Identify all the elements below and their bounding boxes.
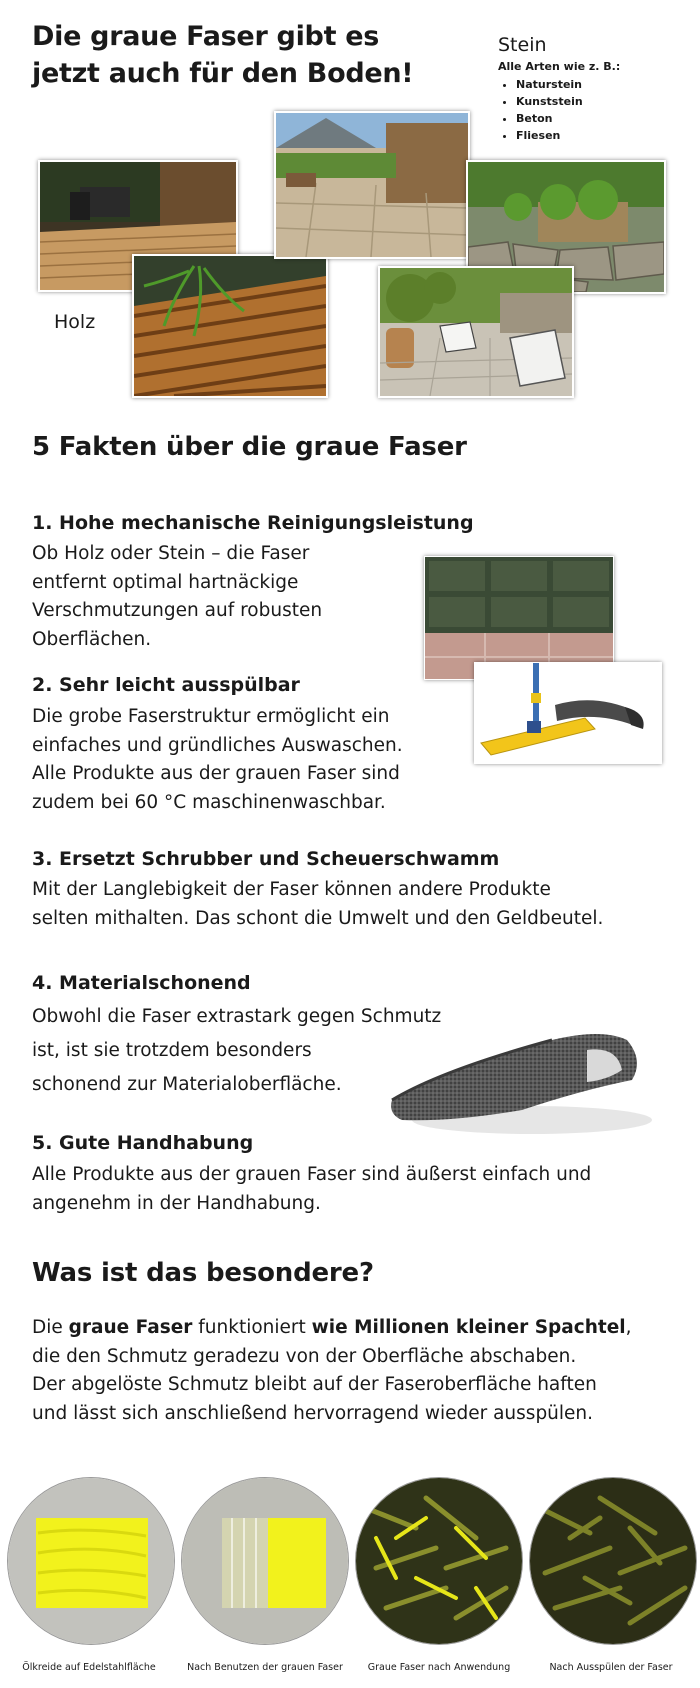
caption-3: Graue Faser nach Anwendung bbox=[367, 1662, 511, 1673]
photo-wood-fern bbox=[132, 254, 328, 398]
fact-1-line: Ob Holz oder Stein – die Faser bbox=[32, 543, 310, 564]
circle-fiber-after bbox=[356, 1478, 522, 1644]
dirty-tiles-illustration bbox=[425, 557, 613, 679]
special-line: Der abgelöste Schmutz bleibt auf der Faseroberfläche haften bbox=[32, 1374, 597, 1395]
title-line-1: Die graue Faser gibt es bbox=[32, 21, 380, 52]
wood-fern-illustration bbox=[134, 256, 326, 396]
fiber-after-illustration bbox=[356, 1478, 522, 1644]
caption-2: Nach Benutzen der grauen Faser bbox=[187, 1662, 343, 1673]
fiber-pad-illustration bbox=[382, 1010, 652, 1140]
fact-4-line: Obwohl die Faser extrastark gegen Schmutz bbox=[32, 1006, 442, 1027]
stein-title: Stein bbox=[498, 34, 547, 56]
title-line-2: jetzt auch für den Boden! bbox=[32, 58, 414, 89]
stein-list bbox=[498, 76, 688, 144]
special-bold: graue Faser bbox=[68, 1317, 193, 1338]
special-text bbox=[32, 1314, 682, 1428]
fact-3-line: selten mithalten. Das schont die Umwelt und den Geldbeutel. bbox=[32, 907, 604, 929]
fact-5-line: Alle Produkte aus der grauen Faser sind äußerst einfach und bbox=[32, 1164, 592, 1185]
special-text-part: Die bbox=[32, 1317, 69, 1338]
fact-5-line: angenehm in der Handhabung. bbox=[32, 1192, 321, 1214]
special-text-part: , bbox=[625, 1317, 632, 1338]
fiber-rinsed-illustration bbox=[530, 1478, 696, 1644]
caption-1: Ölkreide auf Edelstahlfläche bbox=[22, 1662, 156, 1673]
special-heading: Was ist das besondere? bbox=[32, 1258, 374, 1288]
special-line: und lässt sich anschließend hervorragend wieder ausspülen. bbox=[32, 1402, 594, 1424]
photo-stone-terrace bbox=[274, 111, 470, 259]
fact-1-title: 1. Hohe mechanische Reinigungsleistung bbox=[32, 512, 474, 534]
fact-1-line: Oberflächen. bbox=[32, 628, 152, 650]
stein-item: • Naturstein bbox=[516, 76, 688, 93]
fact-2-line: Alle Produkte aus der grauen Faser sind bbox=[32, 763, 400, 784]
photo-mop bbox=[474, 662, 662, 764]
fact-2-line: einfaches und gründliches Auswaschen. bbox=[32, 734, 403, 756]
circle-after-use bbox=[182, 1478, 348, 1644]
fact-2-title: 2. Sehr leicht ausspülbar bbox=[32, 674, 300, 696]
stein-item: • Beton bbox=[516, 110, 688, 127]
fact-4-line: ist, ist sie trotzdem besonders bbox=[32, 1040, 312, 1061]
holz-label: Holz bbox=[54, 311, 96, 333]
stein-item: • Fliesen bbox=[516, 127, 688, 144]
fact-5-title: 5. Gute Handhabung bbox=[32, 1132, 254, 1154]
stein-subtitle: Alle Arten wie z. B.: bbox=[498, 60, 621, 73]
fact-3-line: Mit der Langlebigkeit der Faser können andere Produkte bbox=[32, 879, 551, 900]
stone-terrace-illustration bbox=[276, 113, 468, 257]
fact-4-line: schonend zur Materialoberfläche. bbox=[32, 1074, 342, 1095]
fact-5-text bbox=[32, 1161, 682, 1218]
fact-2-line: zudem bei 60 °C maschinenwaschbar. bbox=[32, 791, 386, 813]
facts-heading: 5 Fakten über die graue Faser bbox=[32, 432, 467, 462]
mop-illustration bbox=[475, 663, 661, 763]
circle-fiber-rinsed bbox=[530, 1478, 696, 1644]
stein-item: • Kunststein bbox=[516, 93, 688, 110]
fact-1-text bbox=[32, 540, 422, 654]
chalk-steel-illustration bbox=[8, 1478, 174, 1644]
fact-3-text bbox=[32, 876, 682, 933]
fact-2-line: Die grobe Faserstruktur ermöglicht ein bbox=[32, 706, 390, 727]
fact-4-title: 4. Materialschonend bbox=[32, 972, 251, 994]
page-title bbox=[32, 18, 432, 92]
after-use-illustration bbox=[182, 1478, 348, 1644]
fact-3-title: 3. Ersetzt Schrubber und Scheuerschwamm bbox=[32, 848, 500, 870]
special-line: die den Schmutz geradezu von der Oberfläche abschaben. bbox=[32, 1345, 577, 1367]
fact-1-line: entfernt optimal hartnäckige bbox=[32, 571, 299, 593]
special-text-part: funktioniert bbox=[192, 1317, 312, 1338]
stein-info bbox=[498, 34, 688, 144]
caption-4: Nach Ausspülen der Faser bbox=[549, 1662, 673, 1673]
special-bold: wie Millionen kleiner Spachtel bbox=[311, 1317, 626, 1338]
fact-2-text bbox=[32, 703, 452, 817]
patio-chairs-illustration bbox=[380, 268, 572, 396]
fact-1-line: Verschmutzungen auf robusten bbox=[32, 600, 323, 621]
fiber-pad-image bbox=[382, 1010, 652, 1140]
circle-chalk-steel bbox=[8, 1478, 174, 1644]
photo-patio-chairs bbox=[378, 266, 574, 398]
